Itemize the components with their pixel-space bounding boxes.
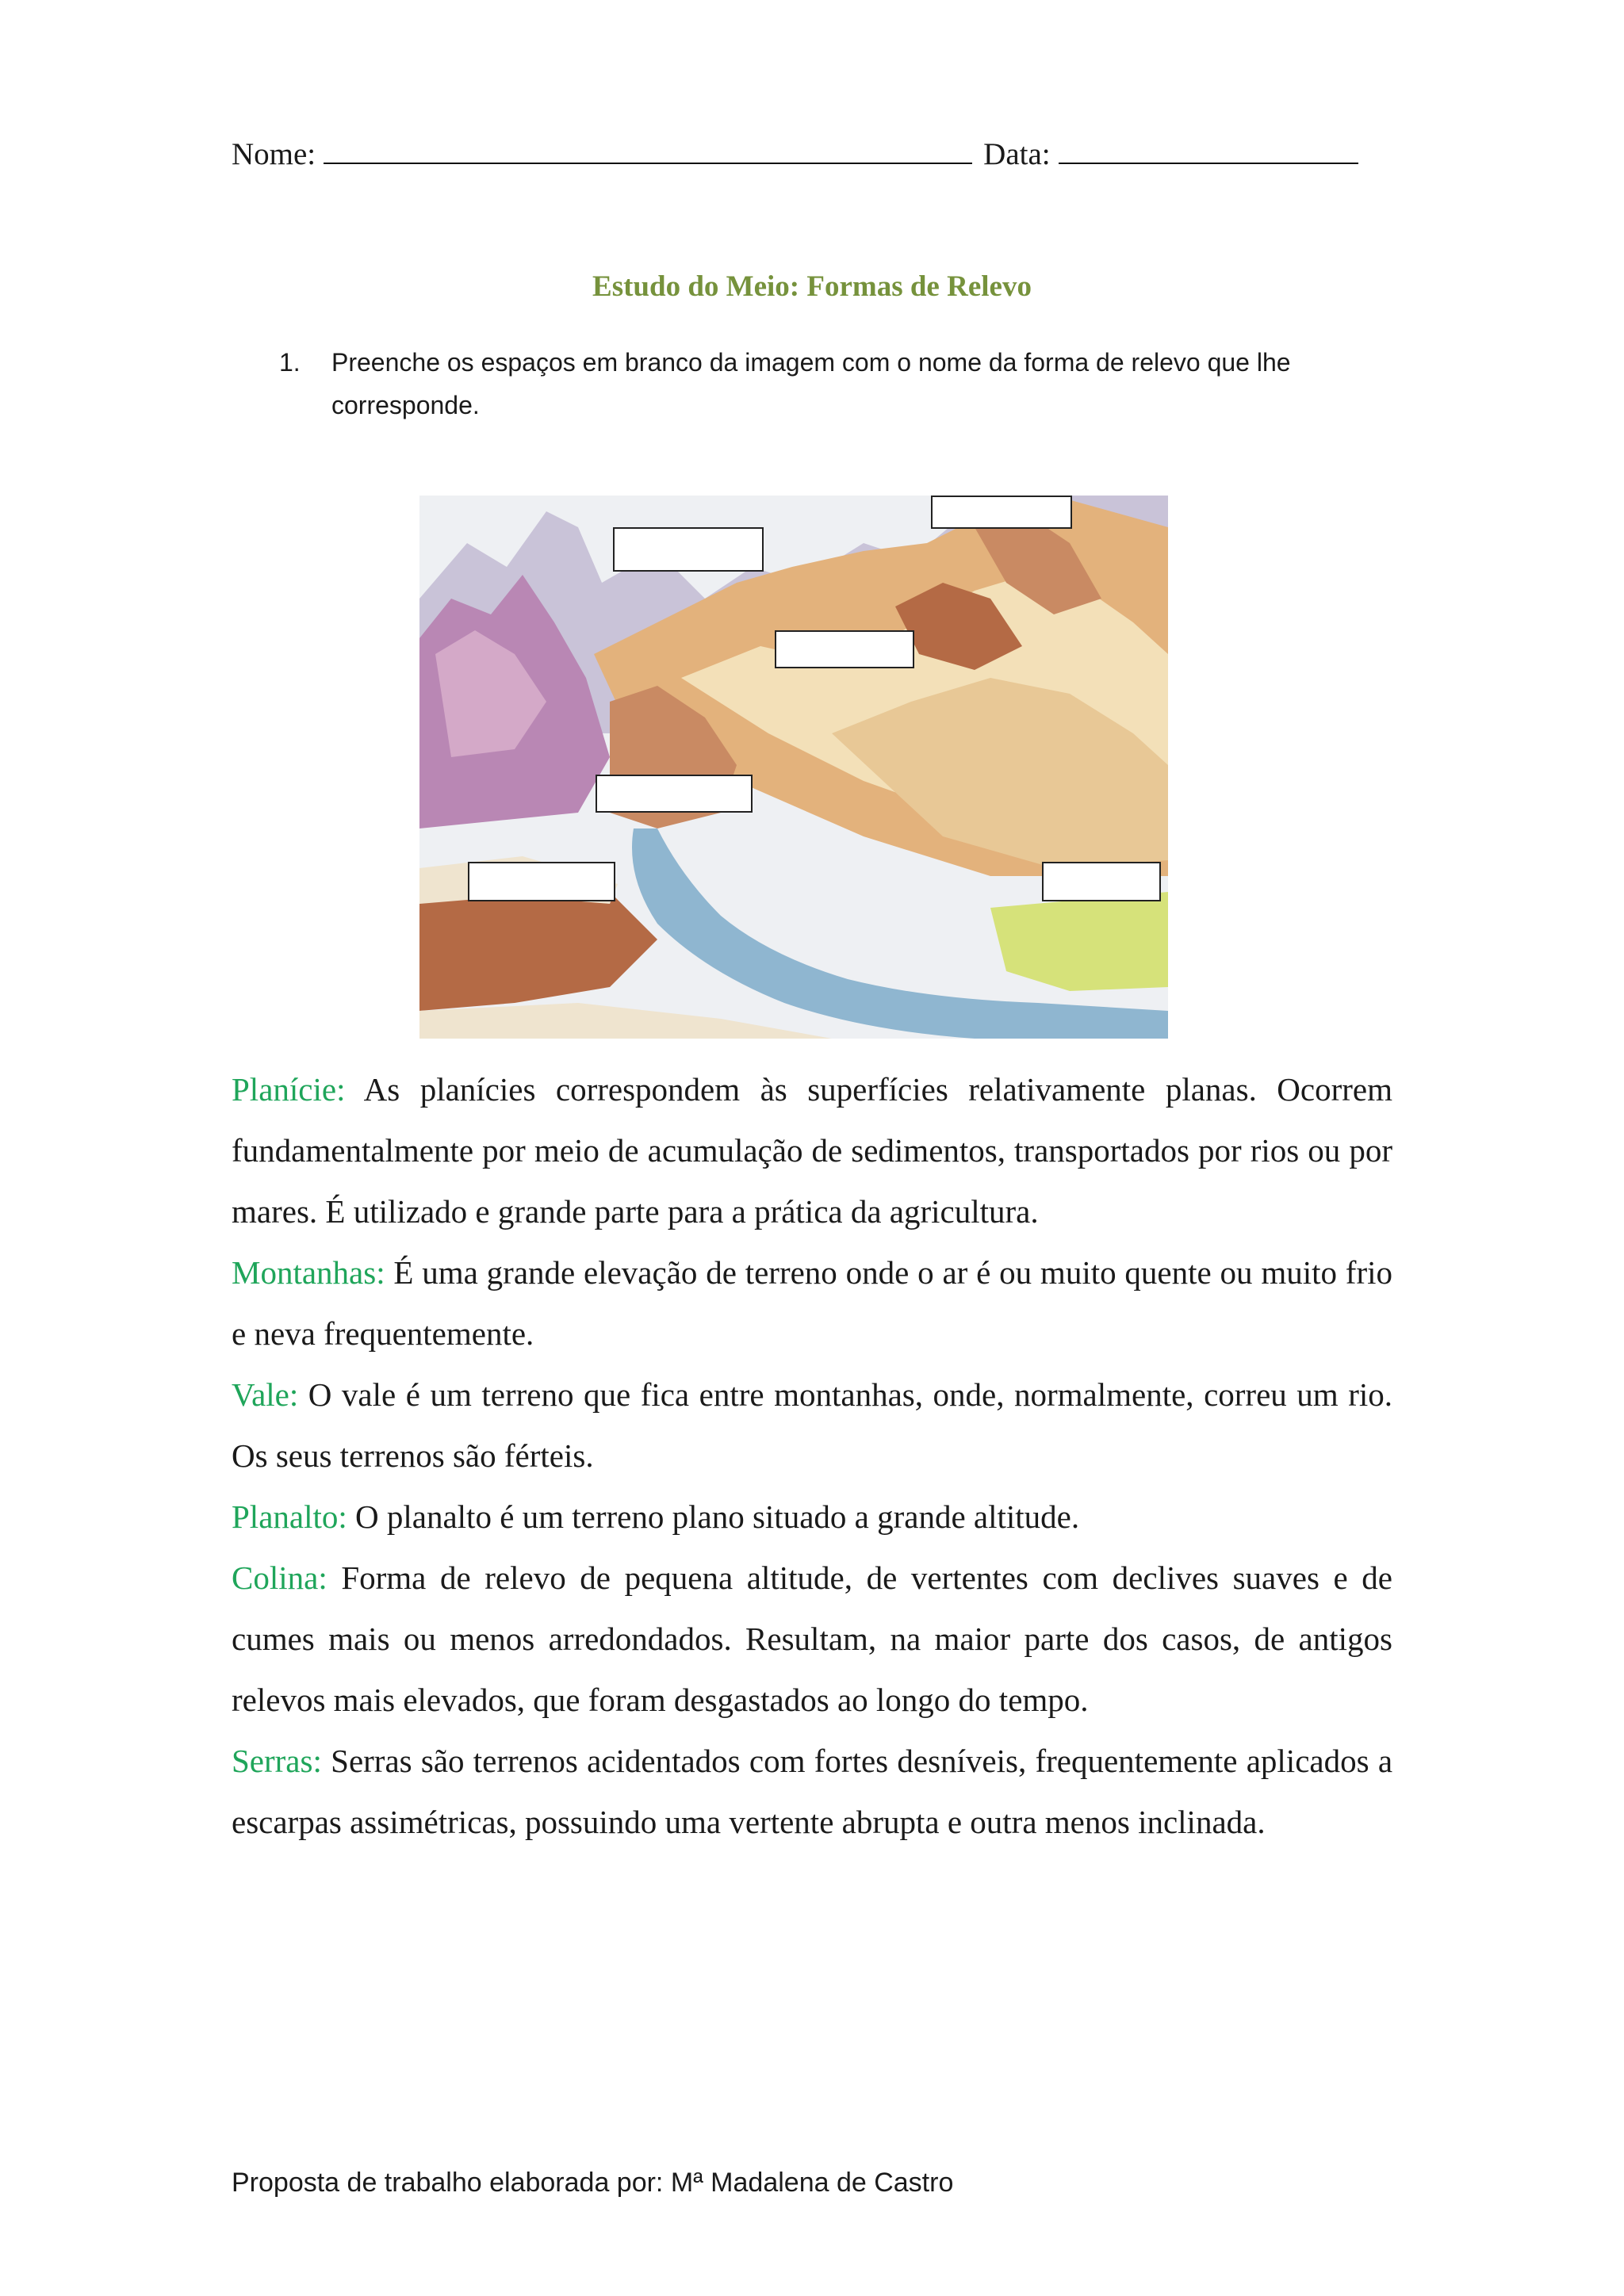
label-box-left-peak[interactable] <box>613 527 764 572</box>
name-field[interactable] <box>324 131 972 164</box>
question-text: Preenche os espaços em branco da imagem com o nome da forma de relevo que lhe corresponde. <box>331 348 1291 419</box>
question <box>279 341 1405 427</box>
definition-term: Planalto: <box>232 1498 347 1535</box>
page-title: Estudo do Meio: Formas de Relevo <box>592 270 1032 303</box>
date-label: Data: <box>983 137 1051 171</box>
landform-illustration <box>419 496 1168 1039</box>
definition-colina <box>232 1548 1392 1731</box>
definition-planicie <box>232 1059 1392 1242</box>
label-box-mountain-top[interactable] <box>931 496 1072 529</box>
definition-text: O vale é um terreno que fica entre montanhas, onde, normalmente, correu um rio. Os seus terrenos são férteis. <box>232 1376 1393 1474</box>
name-label: Nome: <box>232 137 316 171</box>
definition-text: Serras são terrenos acidentados com fortes desníveis, frequentemente aplicados a escarpas assimétricas, possuindo uma vertente abrupta e outra menos inclinada. <box>232 1743 1393 1840</box>
definition-text: As planícies correspondem às superfícies relativamente planas. Ocorrem fundamentalmente por meio de acumulação de sedimentos, transportados por rios ou por mares. É utilizado e grande parte para a prática da agricultura. <box>232 1071 1392 1230</box>
definition-serras <box>232 1731 1392 1853</box>
question-number: 1. <box>279 348 301 377</box>
definition-term: Planície: <box>232 1071 346 1108</box>
definition-text: O planalto é um terreno plano situado a grande altitude. <box>355 1498 1080 1535</box>
definition-vale <box>232 1364 1392 1487</box>
label-box-plateau[interactable] <box>468 862 615 901</box>
definition-term: Montanhas: <box>232 1254 385 1291</box>
definition-term: Colina: <box>232 1559 327 1596</box>
label-box-center[interactable] <box>775 630 914 668</box>
definition-term: Serras: <box>232 1743 322 1779</box>
definition-text: É uma grande elevação de terreno onde o ar é ou muito quente ou muito frio e neva frequentemente. <box>232 1254 1392 1352</box>
definition-term: Vale: <box>232 1376 299 1413</box>
definition-montanhas <box>232 1242 1392 1364</box>
label-box-plain[interactable] <box>1042 862 1161 901</box>
footer: Proposta de trabalho elaborada por: Mª Madalena de Castro <box>232 2168 954 2198</box>
label-box-valley[interactable] <box>596 775 753 813</box>
definition-text: Forma de relevo de pequena altitude, de vertentes com declives suaves e de cumes mais ou menos arredondados. Resultam, na maior parte dos casos, de antigos relevos mais elevados, que foram desgastados ao longo do tempo. <box>232 1559 1392 1718</box>
landform-drawing <box>419 496 1168 1039</box>
definition-planalto <box>232 1487 1392 1548</box>
definitions <box>232 1059 1392 1853</box>
date-field[interactable] <box>1059 131 1358 164</box>
header-line <box>232 131 1397 178</box>
